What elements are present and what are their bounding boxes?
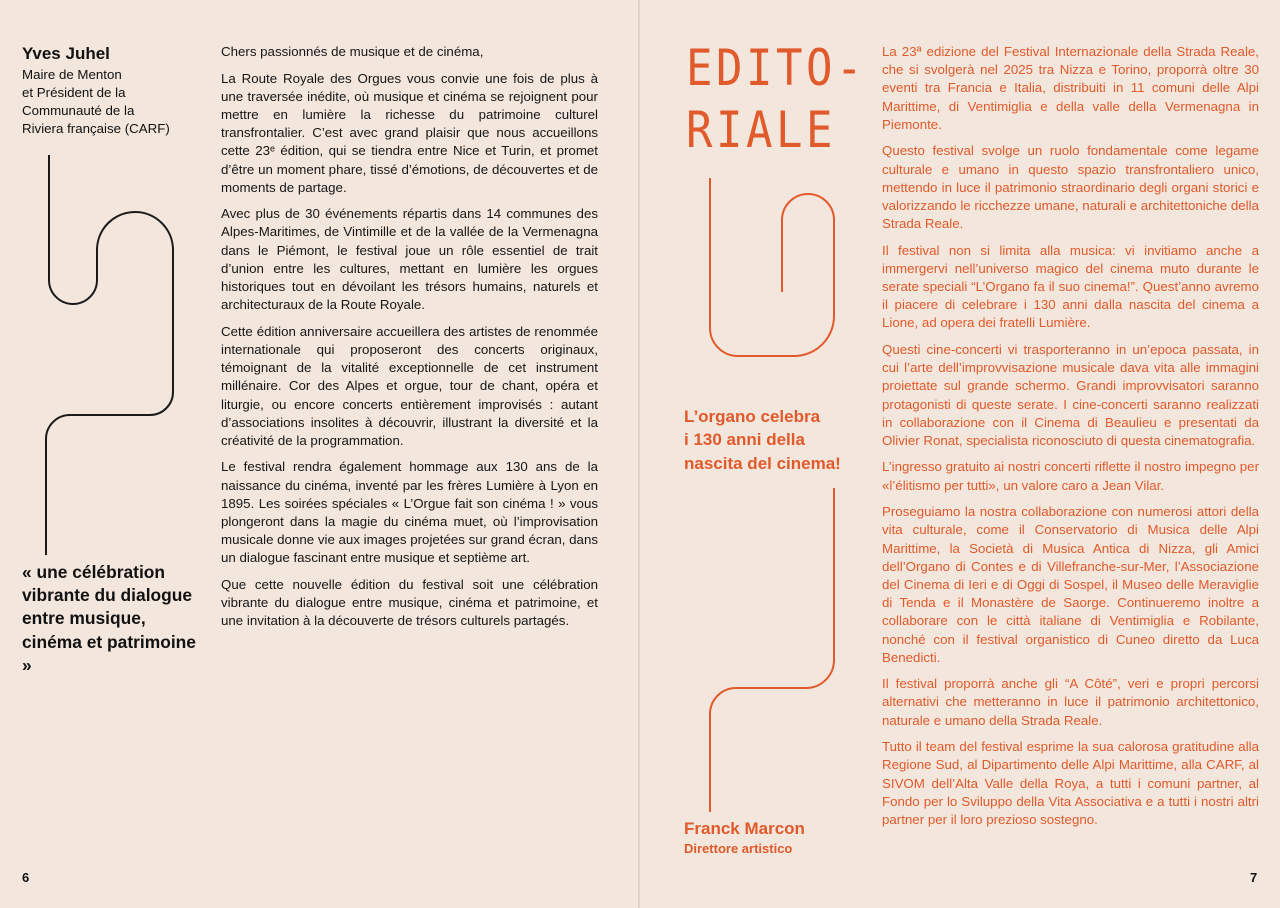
subtitle-line: i 130 anni della [684,430,805,450]
body-text-italian [882,43,1259,838]
pull-quote: « une célébration vibrante du dialogue entre musique, cinéma et patrimoine » [22,562,196,675]
page-right [640,0,1280,908]
subtitle [684,405,859,475]
signature-name: Franck Marcon [684,819,805,838]
paragraph: Questo festival svolge un ruolo fondamentale come legame culturale e umano in questo spazio transfrontaliero unico, mettendo in luce il patrimonio straordinario degli organi storici e valorizzando le ricchezze umane, naturali e architettoniche della Strada Reale. [882,143,1259,232]
paragraph: Cette édition anniversaire accueillera des artistes de renommée internationale qui proposeront des concerts originaux, témoignant de la vitalité exceptionnelle de cet instrument millénaire. Cor des Alpes et orgue, tour de chant, opéra et liturgie, ou encore concerts entièrement improvisés : autant d’associations insolites à découvrir, illustrant la diversité et la créativité de la programmation. [221,323,598,448]
author-role-line: Communauté de la [22,103,135,118]
author-role-line: Riviera française (CARF) [22,121,170,136]
page-number-left: 6 [22,870,30,885]
author-role-line: Maire de Menton [22,67,122,82]
page-number-right: 7 [1250,870,1258,885]
paragraph: Il festival proporrà anche gli “A Côté”, veri e propri percorsi alternativi che metteranno in luce il patrimonio architettonico, naturale e umano della Strada Reale. [882,676,1259,728]
subtitle-line: nascita del cinema! [684,453,841,473]
page-left [0,0,639,908]
paragraph: La Route Royale des Orgues vous convie une fois de plus à une traversée inédite, où musique et cinéma se rejoignent pour mettre en lumière la richesse du patrimoine culturel transfrontalier. C’est avec grand plaisir que nous accueillons cette 23ᵉ édition, qui se tiendra entre Nice et Turin, et promet d’être un moment phare, tissé d’émotions, de découvertes et de moments de partage. [221,70,598,195]
paragraph: Le festival rendra également hommage aux 130 ans de la naissance du cinéma, inventé par les frères Lumière à Lyon en 1895. Les soirées spéciales « L’Orgue fait son cinéma ! » vous plongeront dans la magie du cinéma muet, où l’improvisation musicale donne vie aux images projetées sur grand écran, dans un dialogue fascinant entre musique et septième art. [221,459,598,566]
author-name: Yves Juhel [22,44,110,63]
paragraph: Questi cine-concerti vi trasporteranno in un’epoca passata, in cui l’arte dell’improvvisazione musicale dava vita alle immagini proiettate sul grande schermo. Grandi improvvisatori saranno protagonisti di queste serate. I cine-concerti saranno realizzati in collaborazione con il Cinema di Beaulieu e presentati da Olivier Ronat, specialista riconosciuto di questa cinematografia. [882,341,1259,448]
paragraph: Tutto il team del festival esprime la sua calorosa gratitudine alla Regione Sud, al Dipartimento delle Alpi Marittime, alla CARF, al SIVOM dell’Alta Valle della Roya, a tutti i comuni partner, al Fondo per lo Sviluppo della Vita Associativa e a tutti i nostri altri partner per il loro prezioso sostegno. [882,739,1259,827]
paragraph: Avec plus de 30 événements répartis dans 14 communes des Alpes-Maritimes, de Vintimille et de la vallée de la Vermenagna dans le Piémont, le festival joue un rôle essentiel de trait d’union entre les cultures, mettant en lumière les orgues historiques tout en dévoilant les trésors humains, naturels et architecturaux de la Route Royale. [221,206,598,313]
paragraph: L’ingresso gratuito ai nostri concerti riflette il nostro impegno per «l’élitismo per tutti», un valore caro a Jean Vilar. [882,459,1259,493]
paragraph: Que cette nouvelle édition du festival soit une célébration vibrante du dialogue entre musique, cinéma et patrimoine, et une invitation à la découverte de trésors culturels partagés. [221,576,598,629]
heading-line: EDITO- [686,39,867,97]
author-role-line: et Président de la [22,85,126,100]
paragraph: Il festival non si limita alla musica: vi invitiamo anche a immergervi nell’universo magico del cinema muto durante le serate speciali “L’Organo fa il suo cinema!”. Quest’anno avremo il piacere di celebrare i 130 anni dalla nascita del cinema a Lione, ad opera dei fratelli Lumière. [882,242,1259,331]
editorial-heading [686,37,866,161]
paragraph: Proseguiamo la nostra collaborazione con numerosi attori della vita culturale, come il Conservatorio di Musica delle Alpi Marittime, la Società di Musica Antica di Nizza, gli Amici dell’Organo di Contes e di Villefranche-sur-Mer, l’Associazione del Cinema di Ieri e di Oggi di Sospel, il Museo delle Meraviglie di Tenda e il Monastère de Saorge. Continueremo inoltre a collaborare con le città italiane di Ventimiglia e Robilante, nonché con il festival organistico di Cuneo diretto da Luca Benedicti. [882,504,1259,665]
heading-line: RIALE [686,101,837,159]
signature-role: Direttore artistico [684,841,793,856]
paragraph: La 23ª edizione del Festival Internazionale della Strada Reale, che si svolgerà nel 2025 tra Nizza e Torino, proporrà oltre 30 eventi tra Francia e Italia, distribuiti in 11 comuni delle Alpi Marittime, di Ventimiglia e della valle della Vermenagna in Piemonte. [882,44,1259,132]
body-text-french [221,43,598,639]
subtitle-line: L’organo celebra [684,407,821,426]
paragraph: Chers passionnés de musique et de cinéma, [221,44,484,59]
